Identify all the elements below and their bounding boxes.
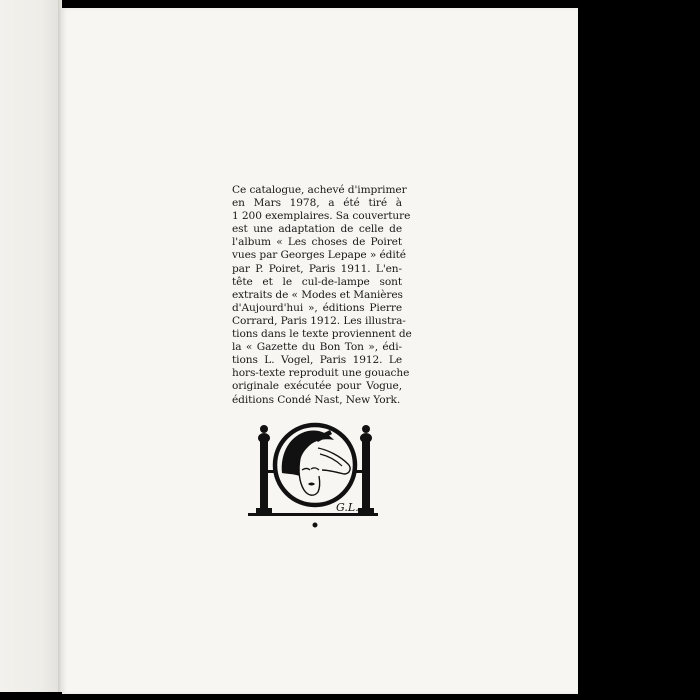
colophon-line: en Mars 1978, a été tiré à [232, 197, 402, 210]
colophon-line: extraits de « Modes et Manières [232, 288, 403, 301]
colophon-line: tions dans le texte proviennent de [232, 328, 412, 341]
colophon-line: tête et le cul-de-lampe sont [232, 275, 402, 288]
colophon-line: originale exécutée pour Vogue, [232, 380, 402, 393]
vignette-right-post [358, 425, 374, 513]
colophon-text [232, 184, 412, 407]
colophon-line: 1 200 exemplaires. Sa couverture [232, 210, 411, 223]
vignette-arm [318, 448, 350, 474]
colophon-line: d'Aujourd'hui », éditions Pierre [232, 301, 402, 314]
colophon-line: par P. Poiret, Paris 1911. L'en- [232, 262, 402, 275]
colophon-line: l'album « Les choses de Poiret [232, 236, 402, 249]
colophon-line: Ce catalogue, achevé d'imprimer [232, 184, 407, 196]
vignette-face [299, 458, 320, 495]
left-page [0, 0, 60, 692]
colophon-line: la « Gazette du Bon Ton », édi- [232, 341, 402, 354]
colophon-line: Corrard, Paris 1912. Les illustra- [232, 314, 406, 327]
colophon-line: tions L. Vogel, Paris 1912. Le [232, 354, 402, 367]
cul-de-lampe-vignette [244, 418, 382, 530]
colophon-line: éditions Condé Nast, New York. [232, 393, 401, 406]
colophon-line: est une adaptation de celle de [232, 223, 402, 236]
vignette-left-post [256, 425, 272, 513]
vignette-signature: G.L. [336, 501, 359, 514]
colophon-line: hors-texte reproduit une gouache [232, 367, 410, 380]
colophon-line: vues par Georges Lepape » édité [232, 249, 406, 262]
vignette-dot [313, 523, 318, 528]
